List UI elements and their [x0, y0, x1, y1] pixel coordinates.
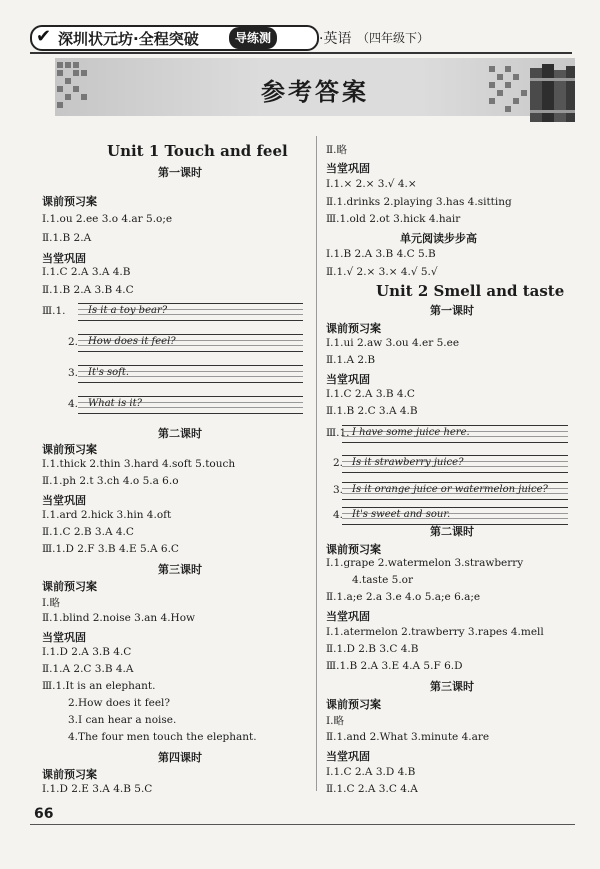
- answer-line: Ⅲ.1.B 2.A 3.E 4.A 5.F 6.D: [326, 660, 463, 672]
- brand-logo-icon: ✔: [36, 26, 52, 47]
- column-divider: [316, 136, 317, 791]
- answer-line: Ⅱ.1.A 2.B: [326, 354, 376, 366]
- section-heading: 课前预习案: [42, 195, 97, 208]
- answer-line: Ⅰ.1.ard 2.hick 3.hin 4.oft: [42, 509, 172, 521]
- handwritten-answer: I have some juice here.: [352, 427, 470, 438]
- answer-line: Ⅰ.1.thick 2.thin 3.hard 4.soft 5.touch: [42, 458, 236, 470]
- handwriting-line: [342, 425, 568, 443]
- answer-line: Ⅱ.1.B 2.A 3.B 4.C: [42, 284, 134, 296]
- answer-line: Ⅱ.1.drinks 2.playing 3.has 4.sitting: [326, 196, 512, 208]
- answer-number: Ⅲ.1.: [326, 427, 350, 439]
- section-heading: 课前预习案: [326, 322, 381, 335]
- handwriting-line: [78, 303, 303, 321]
- answer-number: 4.: [68, 398, 79, 410]
- answer-line: Ⅰ.1.ou 2.ee 3.o 4.ar 5.o;e: [42, 213, 173, 225]
- answer-line: Ⅱ.1.ph 2.t 3.ch 4.o 5.a 6.o: [42, 475, 179, 487]
- answer-line: Ⅰ.略: [326, 715, 344, 727]
- answer-line: Ⅰ.1.B 2.A 3.B 4.C 5.B: [326, 248, 436, 260]
- answer-line: Ⅰ.1.D 2.A 3.B 4.C: [42, 646, 132, 658]
- answer-line: Ⅱ.1.C 2.A 3.C 4.A: [326, 783, 418, 795]
- answer-line: Ⅰ.1.C 2.A 3.B 4.C: [326, 388, 415, 400]
- answer-line: Ⅱ.1.B 2.A: [42, 232, 92, 244]
- answer-line: Ⅱ.1.√ 2.× 3.× 4.√ 5.√: [326, 266, 438, 278]
- answer-line: Ⅱ.1.B 2.C 3.A 4.B: [326, 405, 418, 417]
- answer-number: Ⅲ.1.: [42, 305, 66, 317]
- answer-line: Ⅰ.1.C 2.A 3.A 4.B: [42, 266, 131, 278]
- answer-number: 4.: [333, 509, 344, 521]
- lesson-heading: 第四课时: [158, 751, 202, 764]
- section-heading: 课前预习案: [326, 698, 381, 711]
- section-heading: 课前预习案: [42, 580, 97, 593]
- lesson-heading: 第二课时: [158, 427, 202, 440]
- brand-seal: 导练测: [229, 27, 277, 49]
- header-rule: [30, 52, 572, 54]
- header-grade: （四年级下）: [357, 31, 430, 45]
- handwriting-line: [78, 365, 303, 383]
- answer-line: Ⅰ.1.C 2.A 3.D 4.B: [326, 766, 416, 778]
- answer-line: 4.The four men touch the elephant.: [68, 731, 257, 743]
- answer-line: Ⅲ.1.D 2.F 3.B 4.E 5.A 6.C: [42, 543, 179, 555]
- section-heading: 当堂巩固: [326, 373, 370, 386]
- section-heading: 课前预习案: [42, 768, 97, 781]
- brand-name: 深圳状元坊·全程突破: [58, 30, 199, 48]
- lesson-heading: 第一课时: [158, 166, 202, 179]
- answer-line: Ⅱ.1.A 2.C 3.B 4.A: [42, 663, 134, 675]
- answer-line: Ⅲ.1.It is an elephant.: [42, 680, 156, 692]
- lesson-heading: 第三课时: [158, 563, 202, 576]
- answer-line: Ⅰ.1.grape 2.watermelon 3.strawberry: [326, 557, 524, 569]
- answer-number: 3.: [333, 484, 344, 496]
- footer-rule: [30, 824, 575, 825]
- brand-badge: [30, 25, 319, 51]
- header-subject: ·英语: [319, 31, 352, 47]
- answer-number: 2.: [333, 457, 344, 469]
- section-heading: 课前预习案: [326, 543, 381, 556]
- section-heading: 当堂巩固: [42, 631, 86, 644]
- unit-title: Unit 1 Touch and feel: [107, 142, 288, 160]
- handwriting-line: [342, 482, 568, 500]
- handwriting-line: [78, 396, 303, 414]
- answer-line: Ⅰ.1.atermelon 2.trawberry 3.rapes 4.mell: [326, 626, 544, 638]
- lesson-heading: 第二课时: [430, 525, 474, 538]
- answer-line: Ⅱ.1.a;e 2.a 3.e 4.o 5.a;e 6.a;e: [326, 591, 481, 603]
- answer-number: 3.: [68, 367, 79, 379]
- handwritten-answer: Is it orange juice or watermelon juice?: [352, 484, 548, 495]
- handwritten-answer: Is it strawberry juice?: [352, 457, 464, 468]
- answer-line: Ⅱ.1.C 2.B 3.A 4.C: [42, 526, 134, 538]
- lesson-heading: 第一课时: [430, 304, 474, 317]
- page-number: 66: [34, 806, 54, 822]
- section-heading: 当堂巩固: [326, 750, 370, 763]
- answer-line: Ⅱ.1.blind 2.noise 3.an 4.How: [42, 612, 196, 624]
- answer-line: Ⅱ.1.D 2.B 3.C 4.B: [326, 643, 419, 655]
- answer-line: Ⅰ.略: [42, 597, 60, 609]
- answer-line: Ⅲ.1.old 2.ot 3.hick 4.hair: [326, 213, 461, 225]
- answer-line: 2.How does it feel?: [68, 697, 171, 709]
- page-title: 参考答案: [261, 78, 369, 106]
- handwritten-answer: It's sweet and sour.: [352, 509, 451, 520]
- answer-line: 3.I can hear a noise.: [68, 714, 177, 726]
- answer-line: Ⅱ.略: [326, 144, 347, 156]
- section-heading: 当堂巩固: [42, 494, 86, 507]
- answer-number: 2.: [68, 336, 79, 348]
- section-heading: 课前预习案: [42, 443, 97, 456]
- handwritten-answer: How does it feel?: [88, 336, 176, 347]
- unit-title: Unit 2 Smell and taste: [376, 282, 565, 300]
- lesson-heading: 单元阅读步步高: [400, 232, 477, 245]
- answer-line: Ⅰ.1.× 2.× 3.√ 4.×: [326, 178, 417, 190]
- handwritten-answer: What is it?: [88, 398, 142, 409]
- handwriting-line: [342, 455, 568, 473]
- section-heading: 当堂巩固: [42, 252, 86, 265]
- handwritten-answer: It's soft.: [88, 367, 130, 378]
- section-heading: 当堂巩固: [326, 610, 370, 623]
- answer-line: Ⅰ.1.ui 2.aw 3.ou 4.er 5.ee: [326, 337, 460, 349]
- books-icon: [528, 60, 576, 124]
- answer-line: Ⅰ.1.D 2.E 3.A 4.B 5.C: [42, 783, 153, 795]
- section-heading: 当堂巩固: [326, 162, 370, 175]
- handwriting-line: [78, 334, 303, 352]
- answer-line: Ⅱ.1.and 2.What 3.minute 4.are: [326, 731, 490, 743]
- handwritten-answer: Is it a toy bear?: [88, 305, 168, 316]
- title-banner: [55, 58, 575, 116]
- page-header: [30, 22, 572, 50]
- lesson-heading: 第三课时: [430, 680, 474, 693]
- answer-line: 4.taste 5.or: [352, 574, 414, 586]
